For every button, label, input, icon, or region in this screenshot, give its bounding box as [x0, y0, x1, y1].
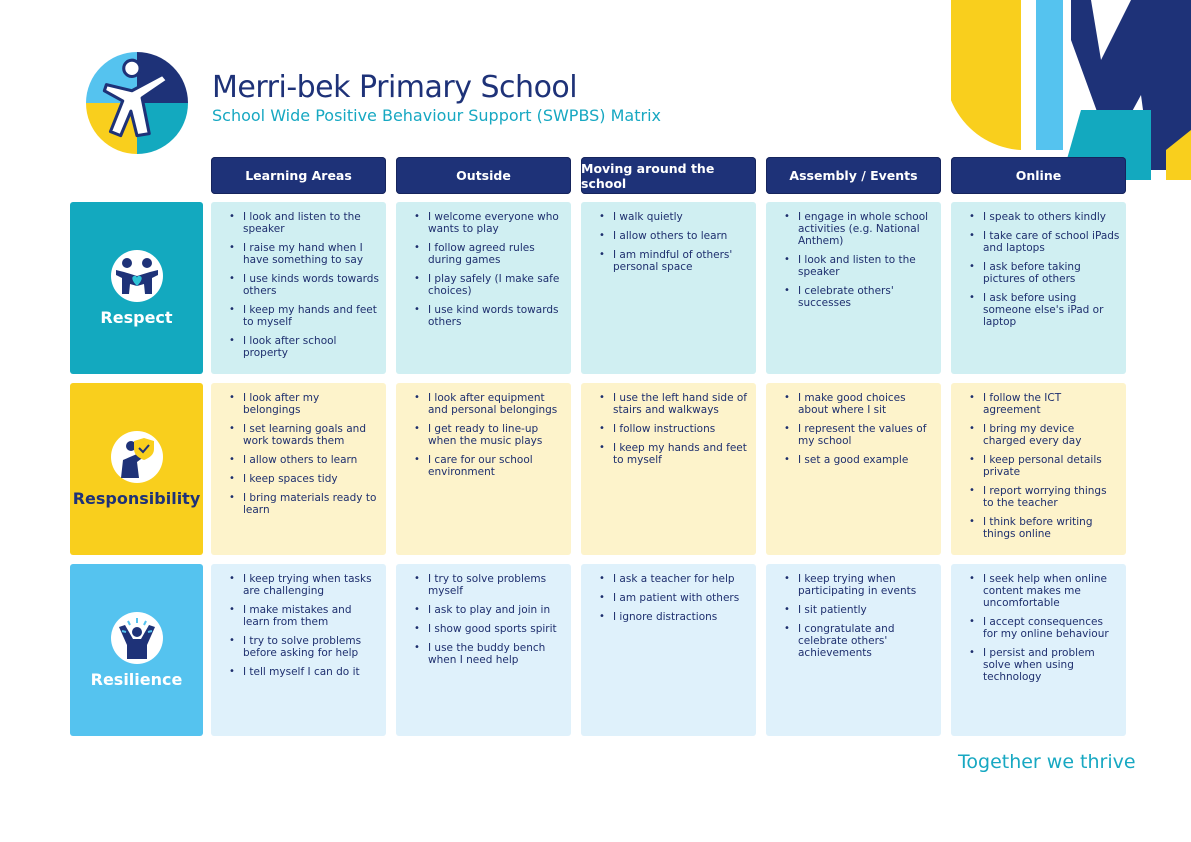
- cell-respect-outside: [396, 202, 571, 374]
- row-label-respect: [70, 202, 203, 374]
- column-header-online: Online: [951, 157, 1126, 194]
- behaviour-list: [776, 211, 935, 309]
- cell-respect-assembly-events: [766, 202, 941, 374]
- list-item: • I get ready to line-up when the music plays: [428, 423, 565, 447]
- list-item: • I make mistakes and learn from them: [243, 604, 380, 628]
- behaviour-list: [406, 392, 565, 478]
- decorative-shapes: [951, 0, 1191, 180]
- list-item: • I look and listen to the speaker: [798, 254, 935, 278]
- behaviour-list: [961, 211, 1120, 328]
- list-item: • I welcome everyone who wants to play: [428, 211, 565, 235]
- behaviour-list: [221, 392, 380, 516]
- list-item: • I play safely (I make safe choices): [428, 273, 565, 297]
- list-item: • I make good choices about where I sit: [798, 392, 935, 416]
- behaviour-list: [776, 392, 935, 466]
- list-item: • I use the buddy bench when I need help: [428, 642, 565, 666]
- list-item: • I try to solve problems before asking for help: [243, 635, 380, 659]
- column-header-outside: Outside: [396, 157, 571, 194]
- list-item: • I look after my belongings: [243, 392, 380, 416]
- row-label-text: Respect: [100, 307, 173, 327]
- list-item: • I engage in whole school activities (e.g. National Anthem): [798, 211, 935, 247]
- list-item: • I ask a teacher for help: [613, 573, 750, 585]
- list-item: • I keep spaces tidy: [243, 473, 380, 485]
- behaviour-list: [961, 573, 1120, 683]
- cell-resilience-online: [951, 564, 1126, 736]
- list-item: • I look after school property: [243, 335, 380, 359]
- list-item: • I take care of school iPads and laptops: [983, 230, 1120, 254]
- list-item: • I speak to others kindly: [983, 211, 1120, 223]
- behaviour-list: [406, 573, 565, 666]
- behaviour-list: [776, 573, 935, 659]
- person-cheering-icon: [111, 612, 163, 664]
- behaviour-list: [591, 573, 750, 623]
- column-header-moving-around: Moving around the school: [581, 157, 756, 194]
- cell-resilience-moving-around: [581, 564, 756, 736]
- list-item: • I think before writing things online: [983, 516, 1120, 540]
- list-item: • I try to solve problems myself: [428, 573, 565, 597]
- list-item: • I bring my device charged every day: [983, 423, 1120, 447]
- list-item: • I celebrate others' successes: [798, 285, 935, 309]
- list-item: • I sit patiently: [798, 604, 935, 616]
- column-header-assembly-events: Assembly / Events: [766, 157, 941, 194]
- list-item: • I keep my hands and feet to myself: [613, 442, 750, 466]
- list-item: • I look and listen to the speaker: [243, 211, 380, 235]
- list-item: • I set a good example: [798, 454, 935, 466]
- list-item: • I ask before using someone else's iPad or laptop: [983, 292, 1120, 328]
- cell-respect-moving-around: [581, 202, 756, 374]
- list-item: • I keep trying when tasks are challenging: [243, 573, 380, 597]
- cell-responsibility-assembly-events: [766, 383, 941, 555]
- behaviour-list: [406, 211, 565, 328]
- list-item: • I bring materials ready to learn: [243, 492, 380, 516]
- page-title: Merri-bek Primary School: [212, 70, 578, 105]
- list-item: • I ask to play and join in: [428, 604, 565, 616]
- row-label-resilience: [70, 564, 203, 736]
- behaviour-list: [591, 211, 750, 273]
- behaviour-list: [591, 392, 750, 466]
- page-subtitle: School Wide Positive Behaviour Support (SWPBS) Matrix: [212, 106, 661, 125]
- list-item: • I walk quietly: [613, 211, 750, 223]
- row-label-responsibility: [70, 383, 203, 555]
- list-item: • I use kind words towards others: [428, 304, 565, 328]
- list-item: • I follow instructions: [613, 423, 750, 435]
- list-item: • I represent the values of my school: [798, 423, 935, 447]
- list-item: • I raise my hand when I have something to say: [243, 242, 380, 266]
- cell-responsibility-outside: [396, 383, 571, 555]
- cell-respect-online: [951, 202, 1126, 374]
- behaviour-list: [221, 573, 380, 678]
- school-logo: [86, 52, 188, 154]
- list-item: • I set learning goals and work towards them: [243, 423, 380, 447]
- list-item: • I report worrying things to the teacher: [983, 485, 1120, 509]
- list-item: • I tell myself I can do it: [243, 666, 380, 678]
- cell-resilience-assembly-events: [766, 564, 941, 736]
- list-item: • I keep personal details private: [983, 454, 1120, 478]
- cell-responsibility-online: [951, 383, 1126, 555]
- cell-responsibility-learning-areas: [211, 383, 386, 555]
- cell-resilience-outside: [396, 564, 571, 736]
- cell-resilience-learning-areas: [211, 564, 386, 736]
- list-item: • I seek help when online content makes me uncomfortable: [983, 573, 1120, 609]
- list-item: • I keep trying when participating in events: [798, 573, 935, 597]
- list-item: • I show good sports spirit: [428, 623, 565, 635]
- row-label-text: Responsibility: [72, 488, 201, 508]
- person-shield-icon: [111, 431, 163, 483]
- row-label-text: Resilience: [90, 669, 183, 689]
- list-item: • I am mindful of others' personal space: [613, 249, 750, 273]
- list-item: • I accept consequences for my online behaviour: [983, 616, 1120, 640]
- behaviour-list: [221, 211, 380, 359]
- cell-respect-learning-areas: [211, 202, 386, 374]
- cell-responsibility-moving-around: [581, 383, 756, 555]
- list-item: • I ask before taking pictures of others: [983, 261, 1120, 285]
- list-item: • I persist and problem solve when using technology: [983, 647, 1120, 683]
- column-header-learning-areas: Learning Areas: [211, 157, 386, 194]
- list-item: • I am patient with others: [613, 592, 750, 604]
- list-item: • I use kinds words towards others: [243, 273, 380, 297]
- list-item: • I keep my hands and feet to myself: [243, 304, 380, 328]
- list-item: • I use the left hand side of stairs and walkways: [613, 392, 750, 416]
- list-item: • I follow the ICT agreement: [983, 392, 1120, 416]
- list-item: • I look after equipment and personal belongings: [428, 392, 565, 416]
- tagline: Together we thrive: [958, 751, 1136, 773]
- behaviour-list: [961, 392, 1120, 540]
- list-item: • I allow others to learn: [243, 454, 380, 466]
- list-item: • I care for our school environment: [428, 454, 565, 478]
- people-heart-icon: [111, 250, 163, 302]
- list-item: • I follow agreed rules during games: [428, 242, 565, 266]
- list-item: • I congratulate and celebrate others' achievements: [798, 623, 935, 659]
- list-item: • I allow others to learn: [613, 230, 750, 242]
- list-item: • I ignore distractions: [613, 611, 750, 623]
